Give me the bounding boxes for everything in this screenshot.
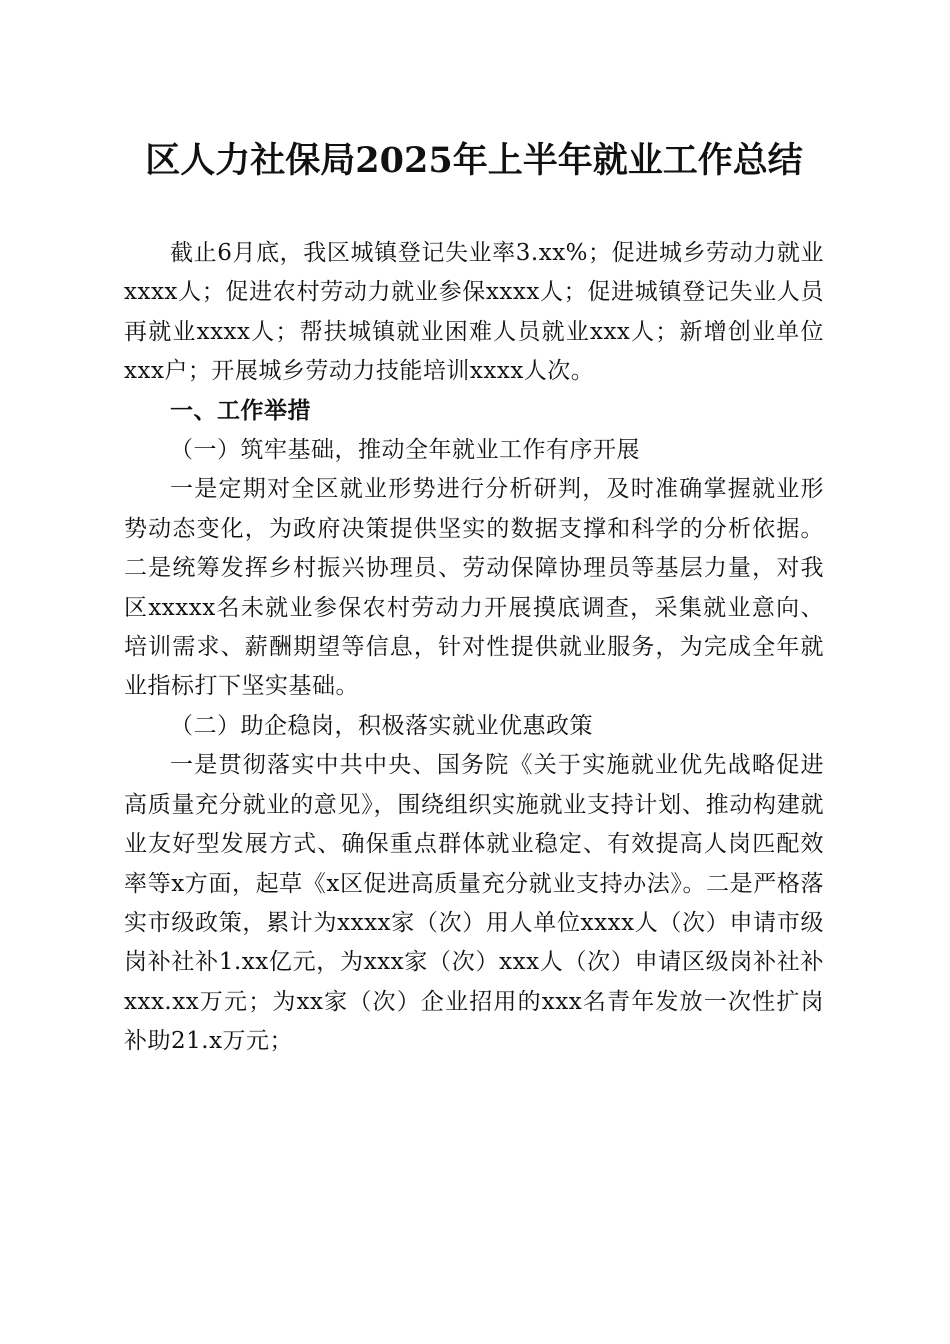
document-title: 区人力社保局2025年上半年就业工作总结 [145, 140, 803, 181]
subsection-paragraph-2: 一是贯彻落实中共中央、国务院《关于实施就业优先战略促进高质量充分就业的意见》，围绕组织实施就业支持计划、推动构建就业友好型发展方式、确保重点群体就业稳定、有效提高人岗匹配效率等x方面，起草《x区促进高质量充分就业支持办法》。二是严格落实市级政策，累计为xxxx家（次）用人单位xxxx人（次）申请市级岗补社补1.xx亿元，为xxx家（次）xxx人（次）申请区级岗补社补xxx.xx万元；为xx家（次）企业招用的xxx名青年发放一次性扩岗补助21.x万元； [124, 752, 824, 1055]
section-heading-measures: 一、工作举措 [170, 397, 311, 424]
document-page [124, 0, 824, 1062]
subsection-paragraph-1: 一是定期对全区就业形势进行分析研判，及时准确掌握就业形势动态变化，为政府决策提供坚实的数据支撑和科学的分析依据。二是统筹发挥乡村振兴协理员、劳动保障协理员等基层力量，对我区xxxxx名未就业参保农村劳动力开展摸底调查，采集就业意向、培训需求、薪酬期望等信息，针对性提供就业服务，为完成全年就业指标打下坚实基础。 [124, 476, 824, 700]
subsection-heading-2: （二）助企稳岗，积极落实就业优惠政策 [170, 712, 593, 739]
subsection-heading-1: （一）筑牢基础，推动全年就业工作有序开展 [170, 437, 640, 464]
document-body [124, 234, 824, 1062]
intro-paragraph: 截止6月底，我区城镇登记失业率3.xx%；促进城乡劳动力就业xxxx人；促进农村劳动力就业参保xxxx人；促进城镇登记失业人员再就业xxxx人；帮扶城镇就业困难人员就业xxx人；新增创业单位xxx户；开展城乡劳动力技能培训xxxx人次。 [124, 240, 824, 385]
